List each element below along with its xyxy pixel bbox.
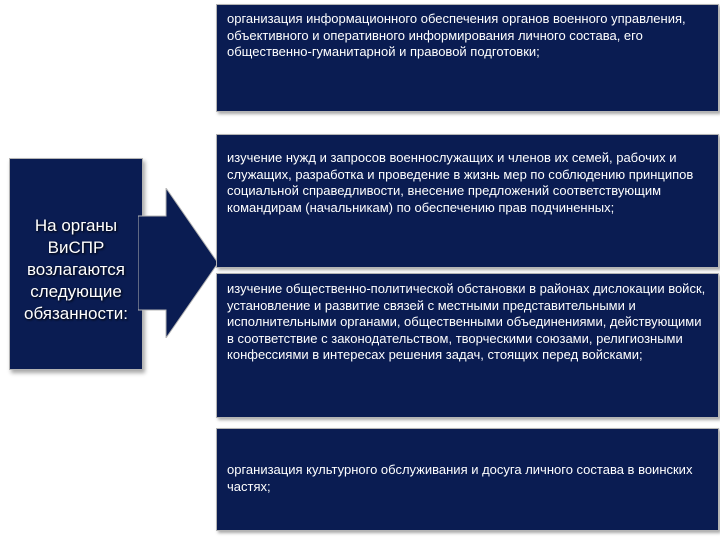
duty-item-3-text: изучение общественно-политической обстановки в районах дислокации войск, установление и развитие связей с местными представительными и исполнительными органами, общественными объединениями, действующими в соответствие с законодательством, творческими союзами, религиозными конфессиями в интересах решения задач, стоящих перед войсками; [227,281,706,362]
duty-item-1 [216,4,719,112]
duty-item-4 [216,428,719,531]
duty-item-2 [216,134,719,268]
duty-item-2-text: изучение нужд и запросов военнослужащих и членов их семей, рабочих и служащих, разработка и проведение в жизнь мер по соблюдению принципов социальной справедливости, внесение предложений соответствующим командирам (начальникам) по обеспечению прав подчиненных; [227,150,694,215]
duty-item-4-text: организация культурного обслуживания и досуга личного состава в воинских частях; [227,462,693,494]
right-arrow-icon [138,188,218,338]
duty-item-3 [216,273,719,418]
duty-item-1-text: организация информационного обеспечения органов военного управления, объективного и оперативного информирования личного состава, его общественно-гуманитарной и правовой подготовки; [227,11,686,59]
responsibilities-heading: На органы ВиСПР возлагаются следующие обязанности: [23,216,128,323]
responsibilities-heading-box [9,158,143,370]
